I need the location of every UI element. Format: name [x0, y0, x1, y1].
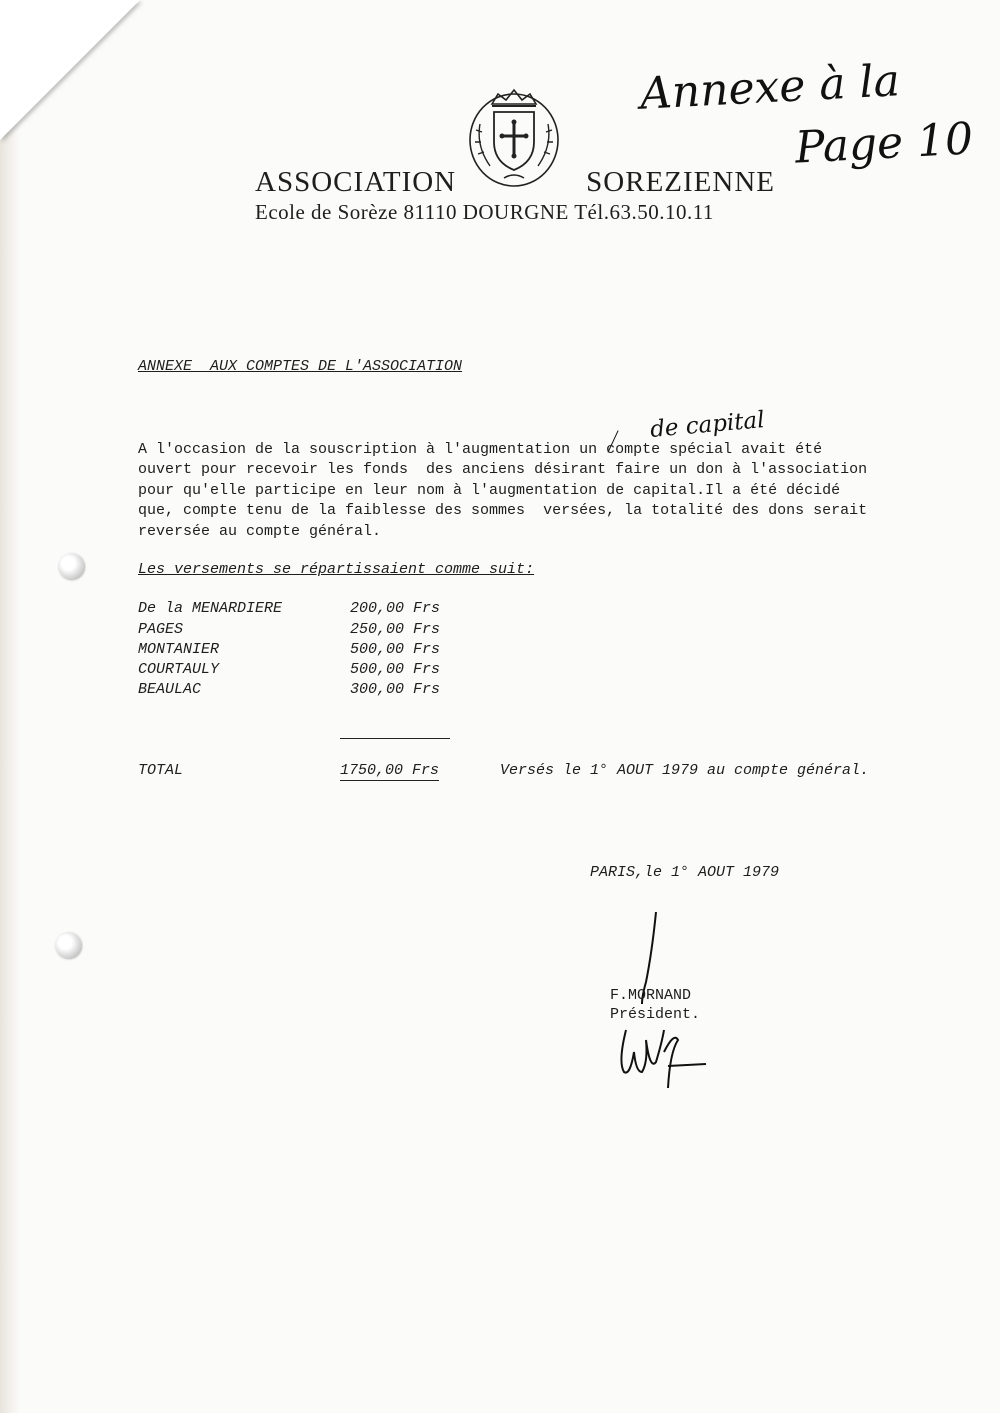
annotation-line: Annexe à la	[638, 55, 902, 120]
donor-row	[138, 621, 441, 641]
donor-row	[138, 641, 441, 661]
punch-hole-top	[58, 553, 84, 579]
donor-row	[138, 600, 441, 620]
contributions-heading: Les versements se répartissaient comme suit:	[138, 561, 535, 578]
donor-name: De la MENARDIERE	[138, 600, 283, 617]
donor-name: COURTAULY	[138, 661, 220, 678]
sum-rule	[340, 738, 450, 739]
donor-amount: 500,00 Frs	[350, 661, 441, 678]
paragraph-line: A l'occasion de la souscription à l'augmentation un compte spécial avait été	[138, 441, 823, 458]
donor-row	[138, 681, 441, 701]
letterhead-address: Ecole de Sorèze 81110 DOURGNE Tél.63.50.10.11	[255, 200, 714, 224]
document-heading: ANNEXE AUX COMPTES DE L'ASSOCIATION	[138, 358, 463, 375]
paper-left-edge	[0, 0, 20, 1413]
paragraph-line: reversée au compte général.	[138, 522, 382, 540]
donor-name: PAGES	[138, 621, 184, 638]
donor-amount: 300,00 Frs	[350, 681, 441, 698]
folded-corner	[0, 0, 140, 140]
place-date: PARIS,le 1° AOUT 1979	[590, 864, 780, 881]
donor-row	[138, 661, 441, 681]
letterhead-name-right: SOREZIENNE	[586, 166, 775, 198]
punch-hole-bottom	[55, 932, 81, 958]
signer-name: F.MORNAND	[610, 987, 692, 1004]
annotation-line: Page 10	[793, 113, 975, 174]
donor-amount: 500,00 Frs	[350, 641, 441, 658]
handwritten-insert-note: de capital	[649, 407, 766, 443]
total-label: TOTAL	[138, 762, 184, 779]
signer-title: Président.	[610, 1006, 701, 1023]
letterhead-name-left: ASSOCIATION	[255, 166, 457, 198]
donor-name: MONTANIER	[138, 641, 220, 658]
paragraph-line: ouvert pour recevoir les fonds des anciens désirant faire un don à l'association	[138, 461, 868, 479]
intro-paragraph	[138, 440, 978, 542]
total-amount: 1750,00 Frs	[340, 762, 440, 779]
total-note: Versés le 1° AOUT 1979 au compte général.	[500, 762, 870, 779]
donor-amount: 200,00 Frs	[350, 600, 441, 617]
donor-amount: 250,00 Frs	[350, 621, 441, 638]
paragraph-line: pour qu'elle participe en leur nom à l'augmentation de capital.Il a été décidé	[138, 481, 841, 499]
paragraph-line: que, compte tenu de la faiblesse des sommes versées, la totalité des dons serait	[138, 502, 868, 520]
donor-name: BEAULAC	[138, 681, 202, 698]
letterhead-name	[255, 166, 775, 199]
